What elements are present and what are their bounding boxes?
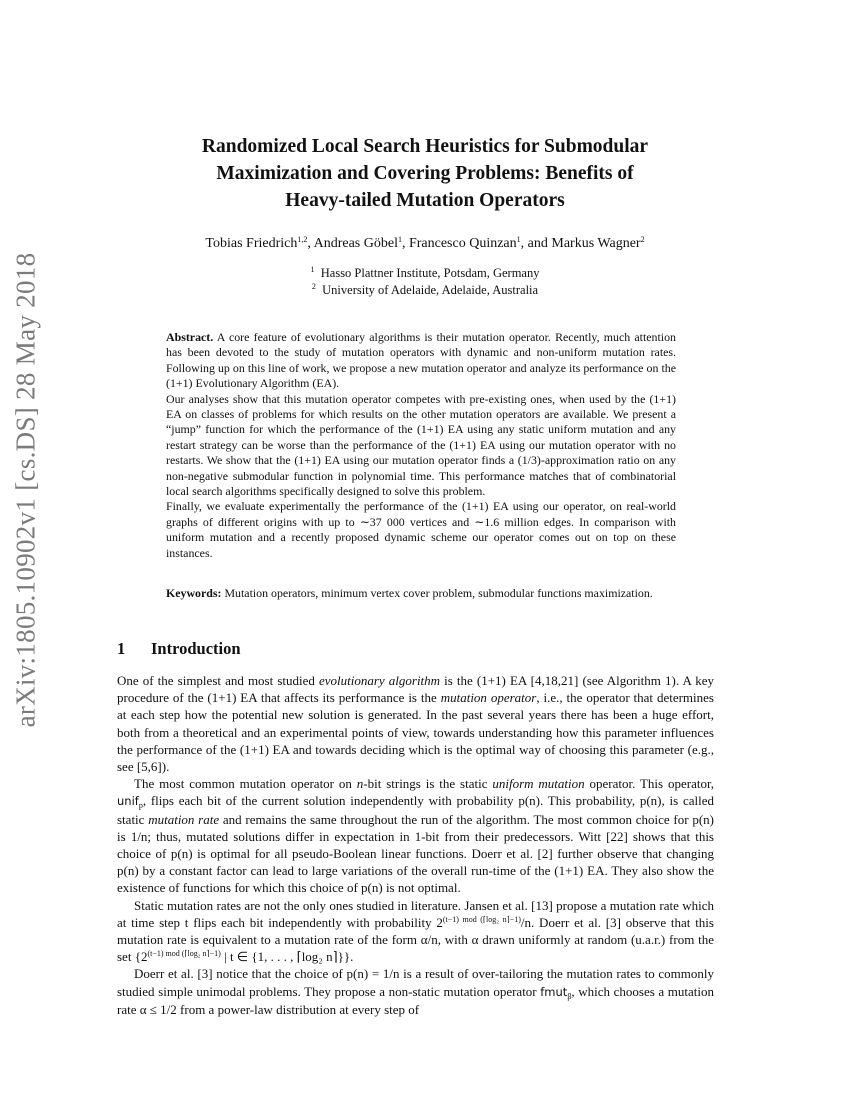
author-separator: , <box>401 236 409 251</box>
emphasis: evolutionary algorithm <box>318 673 441 688</box>
formula-base: 2 <box>436 914 443 930</box>
author-name: Tobias Friedrich <box>205 236 298 251</box>
abstract-label: Abstract. <box>166 330 214 344</box>
body-paragraph <box>117 965 714 1018</box>
operator-name: fmut <box>540 984 568 999</box>
abstract-text: A core feature of evolutionary algorithms is their mutation operator. Recently, much attention has been devoted to the study of mutation operators with dynamic and non-uniform mutation rates. Following up on this line of work, we propose a new mutation operator and analyze its performance on the (1+1) Evolutionary Algorithm (EA). <box>166 330 676 391</box>
section-heading <box>117 639 241 659</box>
affiliation-list <box>200 265 650 299</box>
title-line-3: Heavy-tailed Mutation Operators <box>285 190 565 211</box>
abstract-paragraph: Finally, we evaluate experimentally the performance of the (1+1) EA using our operator, on real-world graphs of different origins with up to ∼37 000 vertices and ∼1.6 million edges. In comparison with uniform mutation and a recently proposed dynamic scheme our operator comes out on top on these instances. <box>166 499 676 560</box>
author-name: Andreas Göbel <box>313 236 398 251</box>
affiliation-text: Hasso Plattner Institute, Potsdam, Germany <box>320 266 540 280</box>
text-run: Doerr et al. [3] notice that the choice of p(n) = 1/n is a result of over-tailoring the mutation rates to commonly studied simple unimodal problems. They propose a non-static mutation operator <box>117 966 714 999</box>
body-paragraph <box>117 775 714 896</box>
operator-name: unif <box>117 794 139 809</box>
formula-base: {2 <box>134 949 148 965</box>
abstract-paragraph <box>166 330 676 392</box>
arxiv-identifier: arXiv:1805.10902v1 [cs.DS] 28 May 2018 <box>10 252 41 728</box>
text-run: , flips each bit of the current solution independently with probability p(n). This probability, p(n), is called static <box>117 793 714 827</box>
author-affil-mark: 2 <box>640 235 645 244</box>
author-separator: , <box>307 236 314 251</box>
author-name: Markus Wagner <box>551 236 641 251</box>
math-formula <box>135 949 350 964</box>
emphasis: mutation rate <box>148 811 220 827</box>
section-title: Introduction <box>151 639 241 658</box>
abstract <box>166 330 676 561</box>
formula-tail: /n <box>520 914 532 930</box>
affiliation-number: 1 <box>310 265 315 274</box>
affiliation <box>200 265 650 282</box>
keywords-text: Mutation operators, minimum vertex cover problem, submodular functions maximization. <box>224 586 653 600</box>
text-run: . Doerr et al. [3] observe that this mutation rate is equivalent to a mutation rate of the form α/n, with α drawn uniformly at random (u.a.r.) from the set <box>117 914 714 965</box>
text-run: , which chooses a mutation rate α ≤ 1/2 from a power-law distribution at every step of <box>117 983 714 1017</box>
abstract-paragraph: Our analyses show that this mutation operator competes with pre-existing ones, when used by the (1+1) EA on classes of problems for which results on the other mutation operators are available. We present a “jump” function for which the performance of the (1+1) EA using any static uniform mutation and any restart strategy can be worse than the performance of the (1+1) EA using our mutation operator with no restarts. We show that the (1+1) EA using our mutation operator finds a (1/3)-approximation ratio on any non-negative submodular function in polynomial time. This performance matches that of combinatorial local search algorithms specifically designed to solve this problem. <box>166 391 676 499</box>
operator-subscript: p <box>138 801 143 811</box>
keywords <box>166 586 676 601</box>
emphasis: uniform mutation <box>492 776 585 792</box>
author-list <box>100 236 750 252</box>
formula-exponent: (t−1) mod (⌈log₂ n⌉−1) <box>147 949 221 959</box>
text-run: -bit strings is the static <box>363 776 493 792</box>
paper-title <box>140 133 710 214</box>
affiliation-text: University of Adelaide, Adelaide, Australia <box>322 283 539 297</box>
operator-subscript: β <box>567 991 572 1001</box>
author-separator: , and <box>520 236 552 251</box>
formula-exponent: (t−1) mod (⌈log₂ n⌉−1) <box>442 914 521 924</box>
text-run: Static mutation rates are not the only ones studied in literature. Jansen et al. [13] propose a mutation rate which at time step t flips each bit independently with probability <box>117 897 714 930</box>
author-affil-mark: 1,2 <box>297 235 308 244</box>
author-affil-mark: 1 <box>397 235 402 244</box>
body-paragraph <box>117 672 714 775</box>
math-formula <box>436 915 531 930</box>
title-line-1: Randomized Local Search Heuristics for Submodular <box>201 136 649 157</box>
text-run: The most common mutation operator on <box>134 776 357 792</box>
formula-tail: | t ∈ {1, . . . , ⌈log₂ n⌉}} <box>220 949 351 965</box>
arxiv-sidebar <box>4 252 48 728</box>
text-run: , i.e., the operator that determines at each step how the potential new solution is generated. In the past several years there has been a huge effort, both from a theoretical and an experimental points of view, towards understanding how this parameter influences the performance of the (1+1) EA and towards deciding which is the optimal way of choosing this parameter (e.g., see [5,6]). <box>117 690 714 775</box>
text-run: is the (1+1) EA [4,18,21] (see Algorithm 1). A key procedure of the (1+1) EA that affects its performance is the <box>117 673 714 706</box>
emphasis: mutation operator <box>440 690 537 706</box>
math-variable: n <box>356 776 364 792</box>
author-name: Francesco Quinzan <box>408 236 517 251</box>
title-line-2: Maximization and Covering Problems: Benefits of <box>216 163 634 184</box>
affiliation <box>200 282 650 299</box>
text-run: . <box>350 949 354 965</box>
affiliation-number: 2 <box>311 282 316 291</box>
text-run: and remains the same throughout the run of the algorithm. The most common choice for p(n) is 1/n; thus, mutated solutions differ in expectation in 1-bit from their predecessors. Witt [22] shows that this choice of p(n) is optimal for all pseudo-Boolean linear functions. Doerr et al. [2] further observe that changing p(n) by a constant factor can lead to large variations of the overall run-time of the (1+1) EA. They also show the existence of functions for which this choice of p(n) is not optimal. <box>117 811 714 896</box>
section-number: 1 <box>117 639 126 658</box>
keywords-label: Keywords: <box>166 586 222 600</box>
text-run: operator. This operator, <box>584 776 715 792</box>
body-paragraph <box>117 897 714 966</box>
text-run: One of the simplest and most studied <box>117 673 319 688</box>
introduction-body <box>117 672 714 1018</box>
author-affil-mark: 1 <box>516 235 521 244</box>
